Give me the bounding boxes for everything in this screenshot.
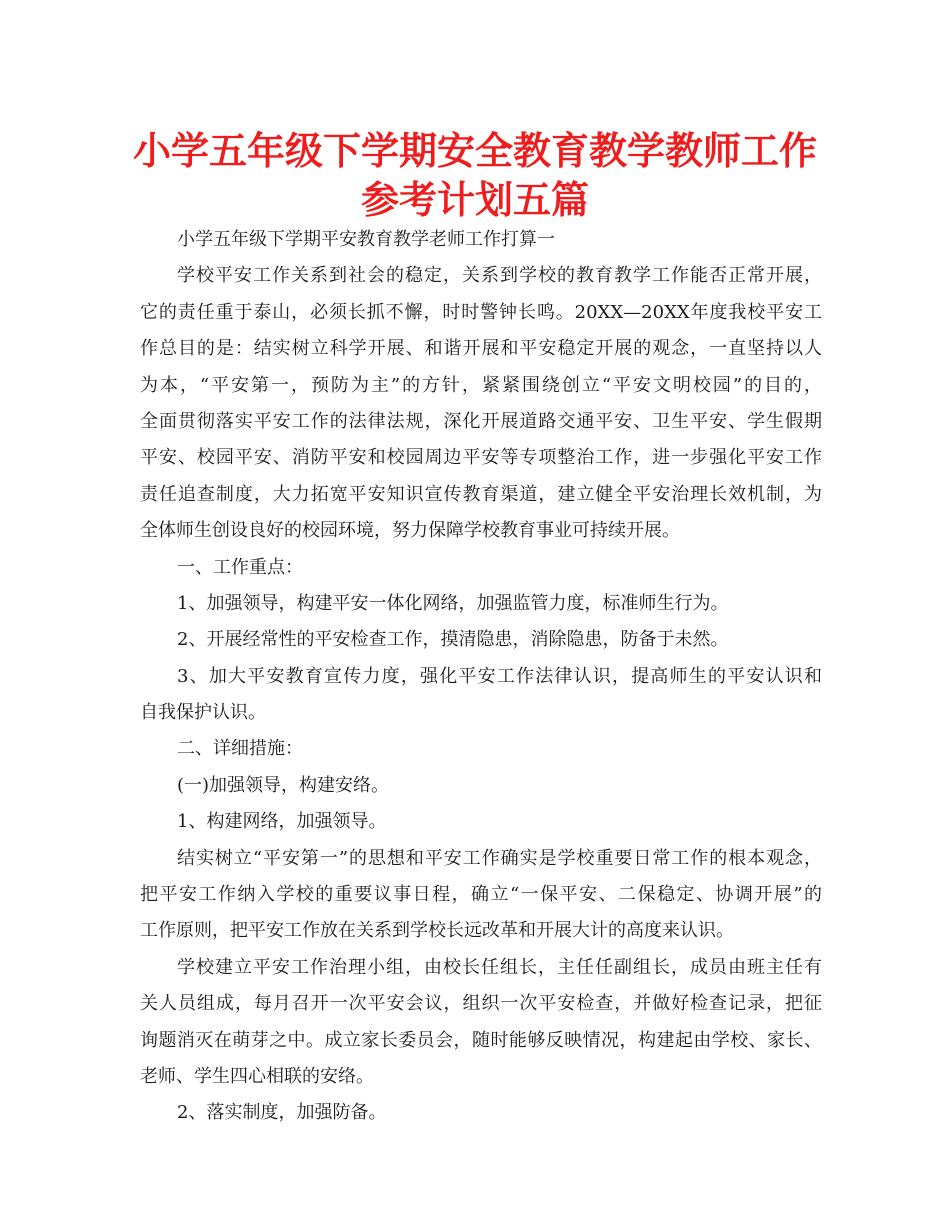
section-heading: 二、详细措施：	[177, 738, 303, 760]
section-heading: 一、工作重点：	[177, 556, 303, 578]
document-title-line-1: 小学五年级下学期安全教育教学教师工作	[132, 129, 817, 173]
paragraph-line: 询题消灭在萌芽之中。成立家长委员会，随时能够反映情况，构建起由学校、家长、	[140, 1029, 822, 1051]
paragraph-line: 工作原则，把平安工作放在关系到学校长远改革和开展大计的高度来认识。	[140, 920, 734, 942]
paragraph-line: 作总目的是：结实树立科学开展、和谐开展和平安稳定开展的观念，一直坚持以人	[140, 338, 822, 360]
paragraph-line: 学校建立平安工作治理小组，由校长任组长，主任任副组长，成员由班主任有	[177, 956, 822, 978]
paragraph-line: 关人员组成，每月召开一次平安会议，组织一次平安检查，并做好检查记录，把征	[140, 993, 822, 1015]
list-item: 3、加大平安教育宣传力度，强化平安工作法律认识，提高师生的平安认识和	[177, 665, 822, 687]
list-item: 2、开展经常性的平安检查工作，摸清隐患，消除隐患，防备于未然。	[177, 629, 729, 651]
paragraph-line: 把平安工作纳入学校的重要议事日程，确立“一保平安、二保稳定、协调开展”的	[140, 884, 822, 906]
paragraph-line: 平安、校园平安、消防平安和校园周边平安等专项整治工作，进一步强化平安工作	[140, 447, 822, 469]
list-item: 1、加强领导，构建平安一体化网络，加强监管力度，标准师生行为。	[177, 592, 729, 614]
paragraph-line: 责任追查制度，大力拓宽平安知识宣传教育渠道，建立健全平安治理长效机制，为	[140, 483, 822, 505]
paragraph-line: 全面贯彻落实平安工作的法律法规，深化开展道路交通平安、卫生平安、学生假期	[140, 410, 822, 432]
paragraph-line: 全体师生创设良好的校园环境，努力保障学校教育事业可持续开展。	[140, 520, 680, 542]
paragraph-line: 结实树立“平安第一”的思想和平安工作确实是学校重要日常工作的根本观念，	[177, 847, 822, 869]
paragraph-line: 它的责任重于泰山，必须长抓不懈，时时警钟长鸣。20XX—20XX年度我校平安工	[140, 301, 822, 323]
document-body	[140, 222, 822, 1132]
list-item: 1、构建网络，加强领导。	[177, 811, 387, 833]
section-heading: 小学五年级下学期平安教育教学老师工作打算一	[177, 229, 555, 250]
subsection-heading: (一)加强领导，构建安络。	[177, 774, 390, 796]
paragraph-line: 老师、学生四心相联的安络。	[140, 1065, 374, 1087]
paragraph-line: 为本，“平安第一，预防为主”的方针，紧紧围绕创立“平安文明校园”的目的，	[140, 374, 822, 396]
paragraph-line: 学校平安工作关系到社会的稳定，关系到学校的教育教学工作能否正常开展，	[177, 265, 822, 287]
document-title-line-2: 参考计划五篇	[360, 178, 589, 222]
list-item-continuation: 自我保护认识。	[140, 702, 266, 724]
list-item: 2、落实制度，加强防备。	[177, 1102, 387, 1124]
